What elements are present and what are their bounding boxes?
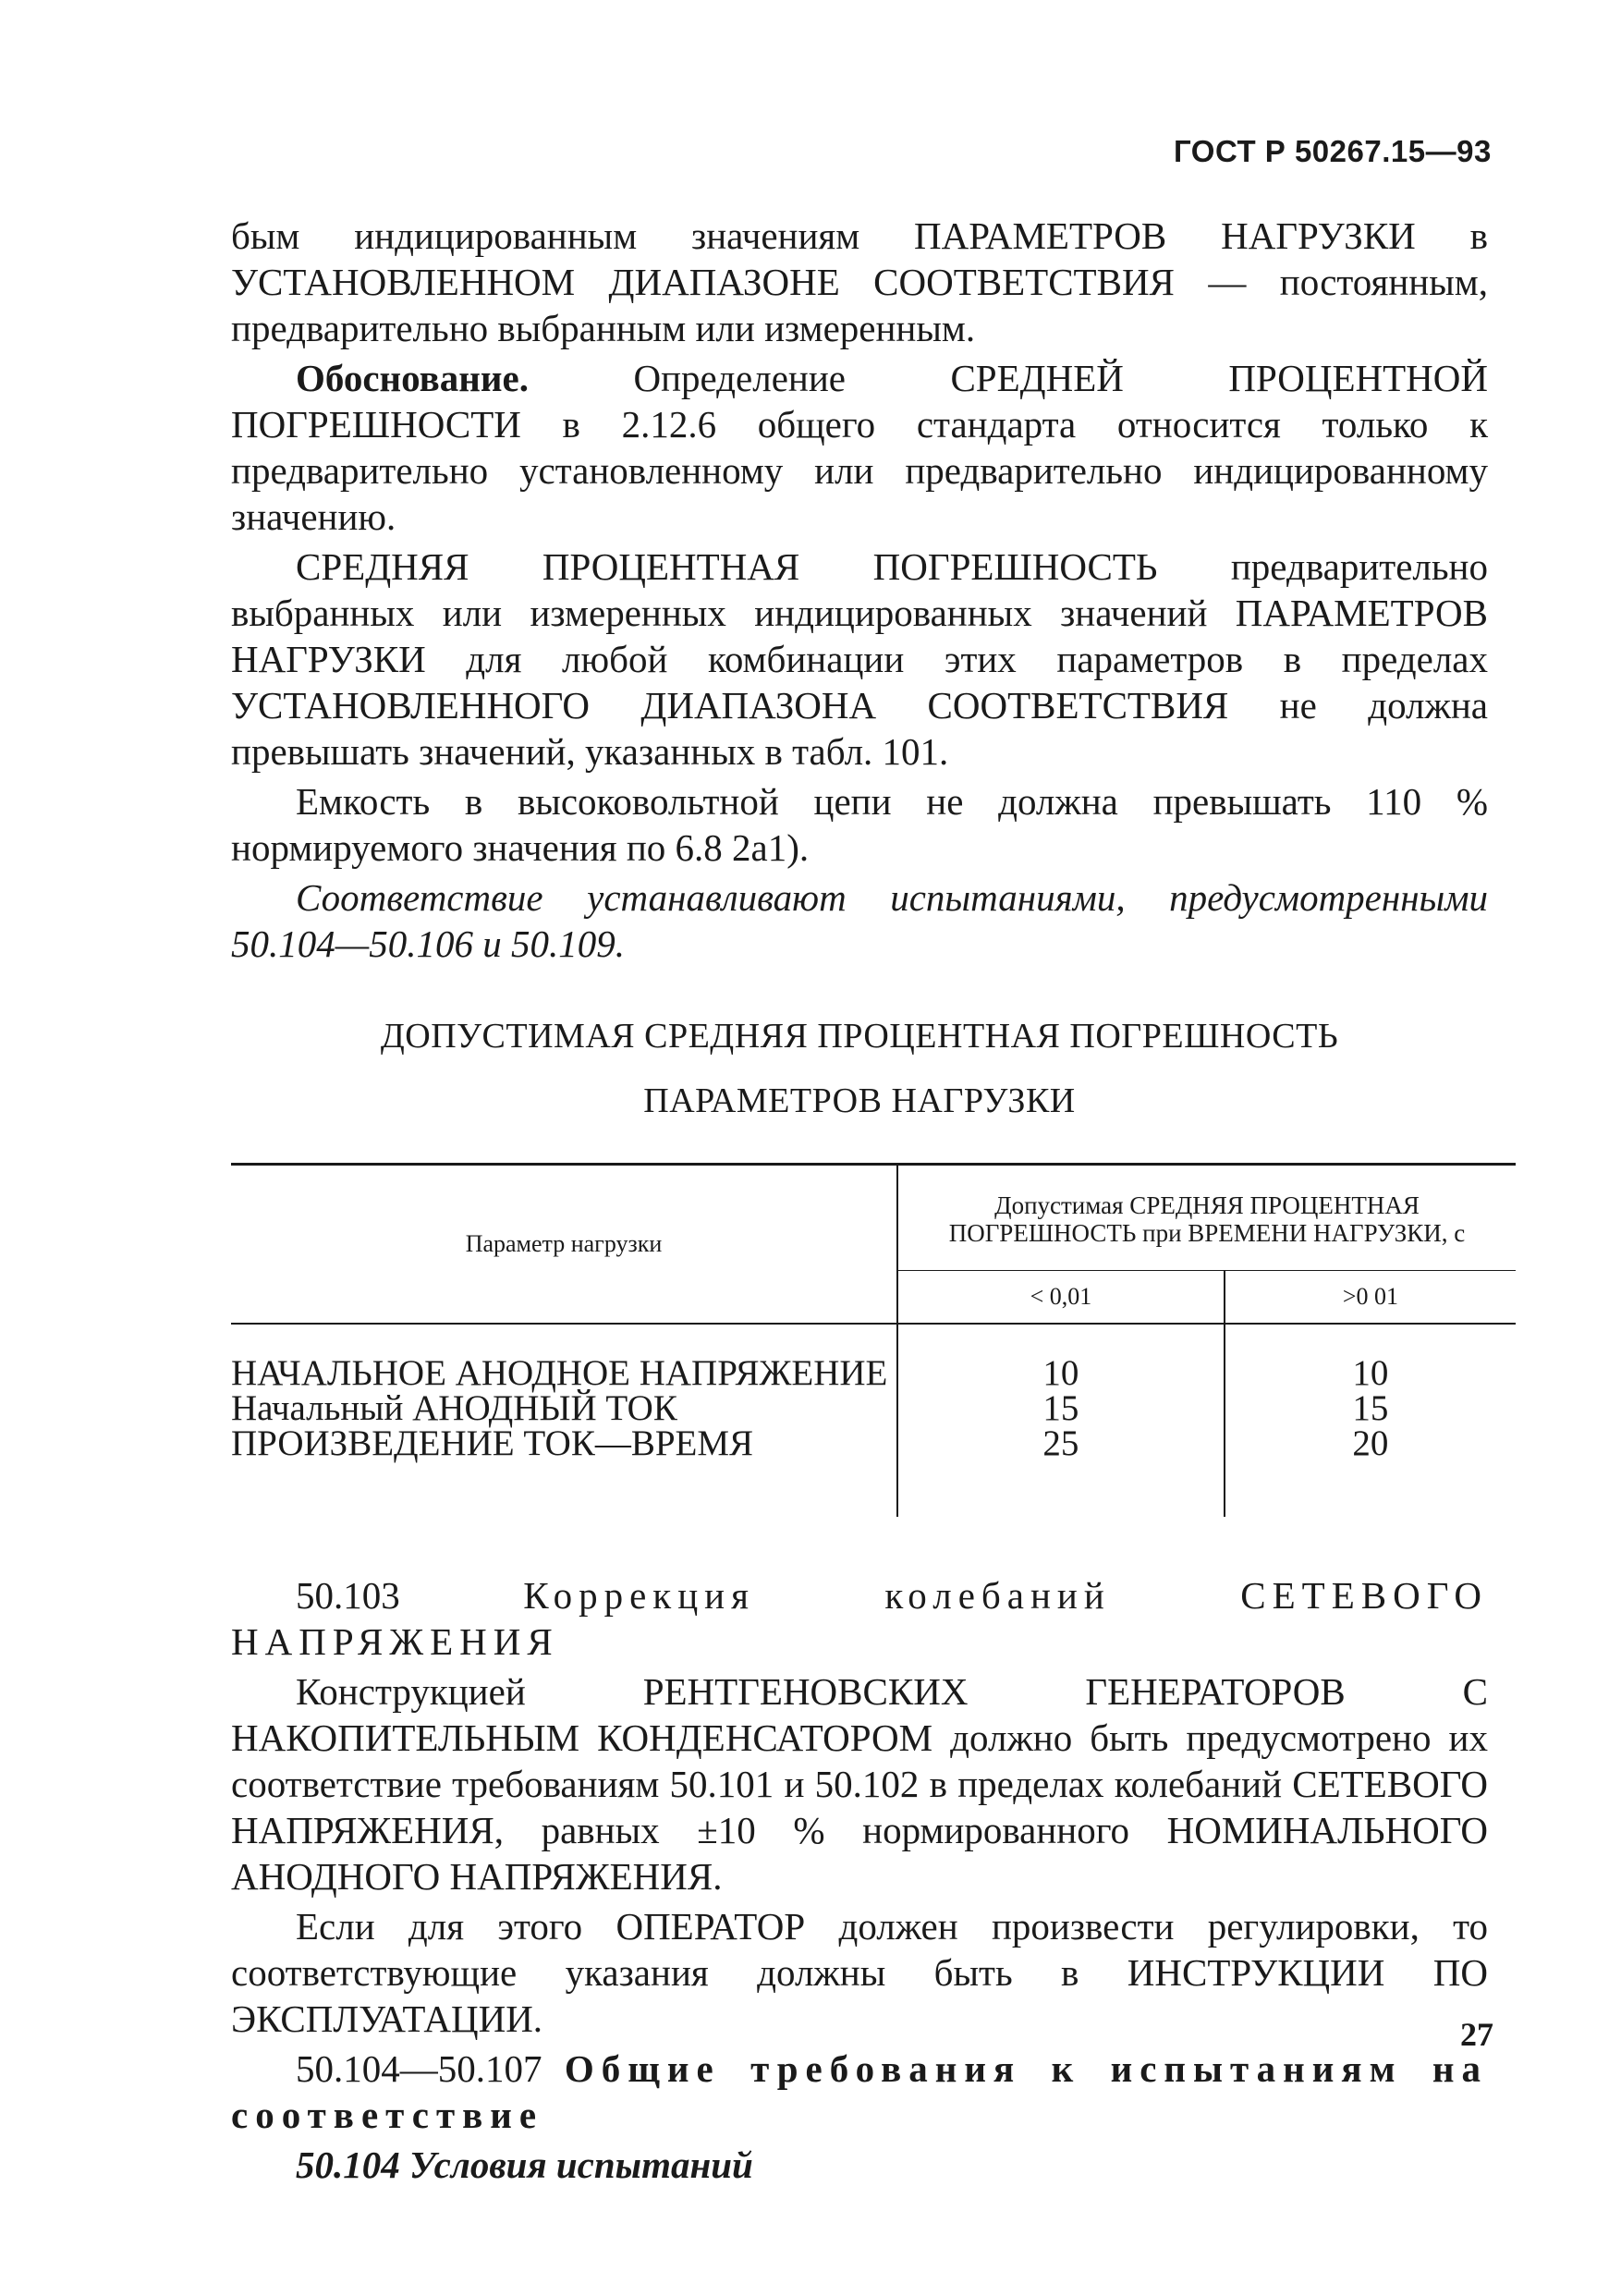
table-header-lt-001: < 0,01 [897,1271,1225,1325]
table-title-line2: ПАРАМЕТРОВ НАГРУЗКИ [643,1081,1076,1120]
table-cell-lt: 10 [897,1324,1225,1391]
table-header-error-group: Допустимая СРЕДНЯЯ ПРОЦЕНТНАЯ ПОГРЕШНОСТЬ при ВРЕМЕНИ НАГРУЗКИ, с [897,1165,1516,1271]
table-cell-lt: 15 [897,1391,1225,1426]
section-50-103 [231,1572,1488,2042]
section-50-103-heading [231,1572,1488,1665]
section-50-103-title: Коррекция колебаний СЕТЕВОГО НАПРЯЖЕНИЯ [231,1574,1489,1663]
table-row [231,1426,1516,1461]
table-title [231,1004,1488,1133]
section-50-103-paragraph-2: Если для этого ОПЕРАТОР должен произвести регулировки, то соответствующие указания должны быть в ИНСТРУКЦИИ ПО ЭКСПЛУАТАЦИИ. [231,1905,1488,2040]
section-50-104-heading: 50.104 Условия испытаний [296,2143,753,2186]
paragraph-requirement: СРЕДНЯЯ ПРОЦЕНТНАЯ ПОГРЕШНОСТЬ предварительно выбранных или измеренных индицированных значений ПАРАМЕТРОВ НАГРУЗКИ для любой комбинации этих параметров в пределах УСТАНОВЛЕННОГО ДИАПАЗОНА СООТВЕТСТВИЯ не должна превышать значений, указанных в табл. 101. [231,545,1488,773]
table-row [231,1324,1516,1391]
table-header-parameter: Параметр нагрузки [465,1230,663,1257]
paragraph-compliance: Соответствие устанавливают испытаниями, предусмотренными 50.104—50.106 и 50.109. [231,876,1488,965]
paragraph-rationale [231,355,1488,540]
paragraph-continuation: бым индицированным значениям ПАРАМЕТРОВ НАГРУЗКИ в УСТАНОВЛЕННОМ ДИАПАЗОНЕ СООТВЕТСТВИЯ — постоянным, предварительно выбранным или измеренным. [231,214,1488,349]
table-cell-param: ПРОИЗВЕДЕНИЕ ТОК—ВРЕМЯ [231,1423,754,1463]
table-row [231,1391,1516,1426]
table-cell-param: НАЧАЛЬНОЕ АНОДНОЕ НАПРЯЖЕНИЕ [231,1353,888,1393]
table-title-line1: ДОПУСТИМАЯ СРЕДНЯЯ ПРОЦЕНТНАЯ ПОГРЕШНОСТЬ [380,1017,1339,1056]
section-50-103-paragraph-1: Конструкцией РЕНТГЕНОВСКИХ ГЕНЕРАТОРОВ С НАКОПИТЕЛЬНЫМ КОНДЕНСАТОРОМ должно быть предусмотрено их соответствие требованиям 50.101 и 50.102 в пределах колебаний СЕТЕВОГО НАПРЯЖЕНИЯ, равных ±10 % нормированного НОМИНАЛЬНОГО АНОДНОГО НАПРЯЖЕНИЯ. [231,1670,1488,1898]
paragraph-capacitance: Емкость в высоковольтной цепи не должна превышать 110 % нормируемого значения по 6.8 2а1). [231,780,1488,869]
section-50-104-107-heading [231,2046,1488,2138]
section-50-104-107-title: Общие требования к испытаниям на соответствие [231,2047,1489,2136]
rationale-label: Обоснование. [296,357,529,399]
section-50-103-number: 50.103 [296,1574,400,1617]
table-cell-param: Начальный АНОДНЫЙ ТОК [231,1388,677,1428]
rationale-text: Определение СРЕДНЕЙ ПРОЦЕНТНОЙ ПОГРЕШНОСТИ в 2.12.6 общего стандарта относится только к предварительно установленному или предварительно индицированному значению. [231,357,1488,538]
error-table [231,1163,1516,1517]
table-cell-gt: 10 [1225,1324,1516,1391]
table-padding-row [231,1461,1516,1517]
page-number: 27 [1460,2016,1493,2053]
document-body [231,213,1488,2192]
section-50-104-107-number: 50.104—50.107 [296,2047,542,2090]
table-cell-lt: 25 [897,1426,1225,1461]
table-cell-gt: 20 [1225,1426,1516,1461]
table-header-gt-001: >0 01 [1225,1271,1516,1325]
table-cell-gt: 15 [1225,1391,1516,1426]
document-header-standard-id: ГОСТ Р 50267.15—93 [1174,134,1492,168]
